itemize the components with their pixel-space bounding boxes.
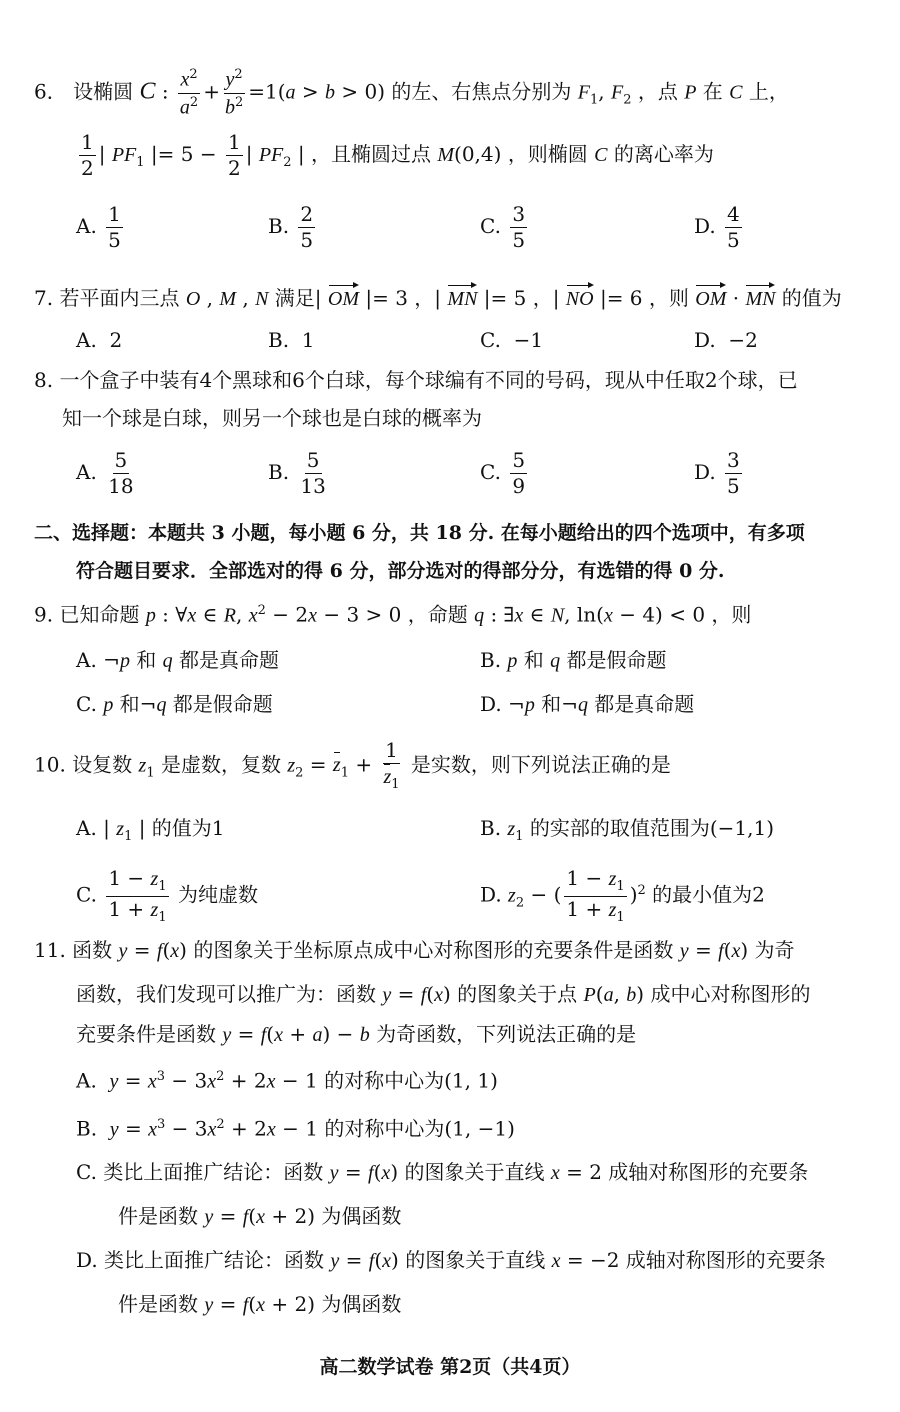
question-number: 6． [34,79,67,104]
q10-option-a: A. | $z_1$ | 的值为1 [76,816,225,844]
q9-option-d: D. ¬p 和¬q 都是真命题 [480,692,695,716]
question-6-line-1: 6． 设椭圆 C : $\frac{x^2}{a^2}$ + $\frac{y^2}{b^2}$ =1(a > b > 0) 的左、右焦点分别为 $F_1$, $F_2$ ，点 P 在 C 上， [34,67,789,119]
q11-option-b: B. $y = x^3 - 3x^2 + 2x - 1$ 的对称中心为(1, −1) [76,1116,515,1141]
q6-text: ，且椭圆过点 [311,142,431,166]
q8-text: 知一个球是白球，则另一个球也是白球的概率为 [62,406,482,430]
q9-option-a: A. ¬p 和 q 都是真命题 [76,648,280,672]
q6-option-d: D. $\frac{4}{5}$ [694,202,740,252]
section-2-heading-line-2: 符合题目要求．全部选对的得 6 分，部分选对的得部分分，有选错的得 0 分. [76,560,725,582]
q6-option-b: B. $\frac{2}{5}$ [268,202,314,252]
question-8-line-2 [62,408,482,428]
q8-text: 一个盒子中装有4个黑球和6个白球，每个球编有不同的号码，现从中任取2个球，已 [59,368,798,392]
q7-option-d: D. −2 [694,328,758,352]
q9-text: ，命题 [407,602,468,627]
question-number: 9. [34,602,54,627]
q11-option-c-line-1: C. 类比上面推广结论：函数 y = f(x) 的图象关于直线 x = 2 成轴对称图形的充要条 [76,1160,809,1184]
q11-text: 成中心对称图形的 [650,982,811,1006]
question-number: 10. [34,752,66,777]
q6-option-a: A. $\frac{1}{5}$ [76,202,121,252]
q8-option-d: D. $\frac{3}{5}$ [694,448,740,498]
q11-option-a: A. $y = x^3 - 3x^2 + 2x - 1$ 的对称中心为(1, 1) [76,1068,498,1093]
q11-option-d-line-2: 件是函数 y = f(x + 2) 为偶函数 [118,1292,402,1316]
q6-text: ，点 [637,79,678,104]
q9-text: ，则 [711,602,752,627]
q11-text: 为奇函数，下列说法正确的是 [376,1022,637,1046]
q8-option-c: C. $\frac{5}{9}$ [480,448,526,498]
q10-text: 是虚数，复数 [160,752,281,777]
question-10-line-1: 10. 设复数 $z_1$ 是虚数，复数 $z_2 = z_1$ + $\frac{1}{z_1}$ 是实数，则下列说法正确的是 [34,738,671,792]
q8-option-b: B. $\frac{5}{13}$ [268,448,326,498]
section-2-heading: 二、选择题：本题共 3 小题，每小题 6 分，共 18 分. 在每小题给出的四个选项中，有多项 [34,522,805,544]
q9-option-b: B. p 和 q 都是假命题 [480,648,667,672]
q11-option-d-line-1: D. 类比上面推广结论：函数 y = f(x) 的图象关于直线 x = −2 成轴对称图形的充要条 [76,1248,826,1272]
q9-option-c: C. p 和¬q 都是假命题 [76,692,273,716]
question-7-line-1: 7. 若平面内三点 O , M , N 满足| OM |= 3 ，| MN |= 5 ，| NO |= 6 ，则 OM · MN 的值为 [34,286,842,310]
question-11-line-1: 11. 函数 y = f(x) 的图象关于坐标原点成中心对称图形的充要条件是函数 y = f(x) 为奇 [34,938,795,962]
q7-option-a: A. 2 [76,328,123,352]
q7-option-b: B. 1 [268,328,315,352]
q10-option-c: C. $\frac{1 - z_1}{1 + z_1}$ 为纯虚数 [76,866,258,925]
question-9-line-1: 9. 已知命题 p : ∀x ∈ R, $x^2 - 2x - 3 > 0$ ，命题 q : ∃x ∈ N, ln(x − 4) < 0 ，则 [34,602,752,627]
q6-option-c: C. $\frac{3}{5}$ [480,202,526,252]
q11-option-c-line-2: 件是函数 y = f(x + 2) 为偶函数 [118,1204,402,1228]
q7-text: 满足 [274,286,315,310]
q6-text: 的左、右焦点分别为 [391,79,572,104]
q6-text: ，则椭圆 [507,142,588,166]
page-footer: 高二数学试卷 第2页（共4页） [319,1356,581,1378]
question-8-line-1 [34,370,798,390]
q9-text: 已知命题 [59,602,140,627]
q10-text: 设复数 [72,752,133,777]
q11-text: 的图象关于点 [457,982,578,1006]
question-6-line-2: $\frac{1}{2}$ | $PF_1$ |= 5 − $\frac{1}{2}$ | $PF_2$ | ，且椭圆过点 M(0,4) ，则椭圆 C 的离心率为 [81,130,714,180]
question-number: 11. [34,938,66,962]
q11-text: 函数，我们发现可以推广为：函数 [76,982,376,1006]
question-number: 7. [34,286,54,310]
question-number: 8. [34,368,54,392]
q8-option-a: A. $\frac{5}{18}$ [76,448,134,498]
q11-text: 函数 [72,938,113,962]
q11-text: 为奇 [754,938,795,962]
question-11-line-3: 充要条件是函数 y = f(x + a) − b 为奇函数，下列说法正确的是 [76,1022,637,1046]
q6-text: 设椭圆 [73,79,134,104]
q7-option-c: C. −1 [480,328,544,352]
q11-text: 充要条件是函数 [76,1022,216,1046]
q6-text: 的离心率为 [613,142,714,166]
q10-option-b: B. $z_1$ 的实部的取值范围为(−1,1) [480,816,775,844]
question-11-line-2: 函数，我们发现可以推广为：函数 y = f(x) 的图象关于点 P(a, b) 成中心对称图形的 [76,982,811,1006]
q11-text: 的图象关于坐标原点成中心对称图形的充要条件是函数 [193,938,674,962]
q6-text: 上， [748,79,789,104]
q6-text: 在 [702,79,723,104]
q7-text: 的值为 [781,286,842,310]
q10-text: 是实数，则下列说法正确的是 [410,752,671,777]
q7-text: 若平面内三点 [59,286,180,310]
q10-option-d: D. $z_2$ − ( $\frac{1 - z_1}{1 + z_1}$ )$^2$ 的最小值为2 [480,866,765,925]
